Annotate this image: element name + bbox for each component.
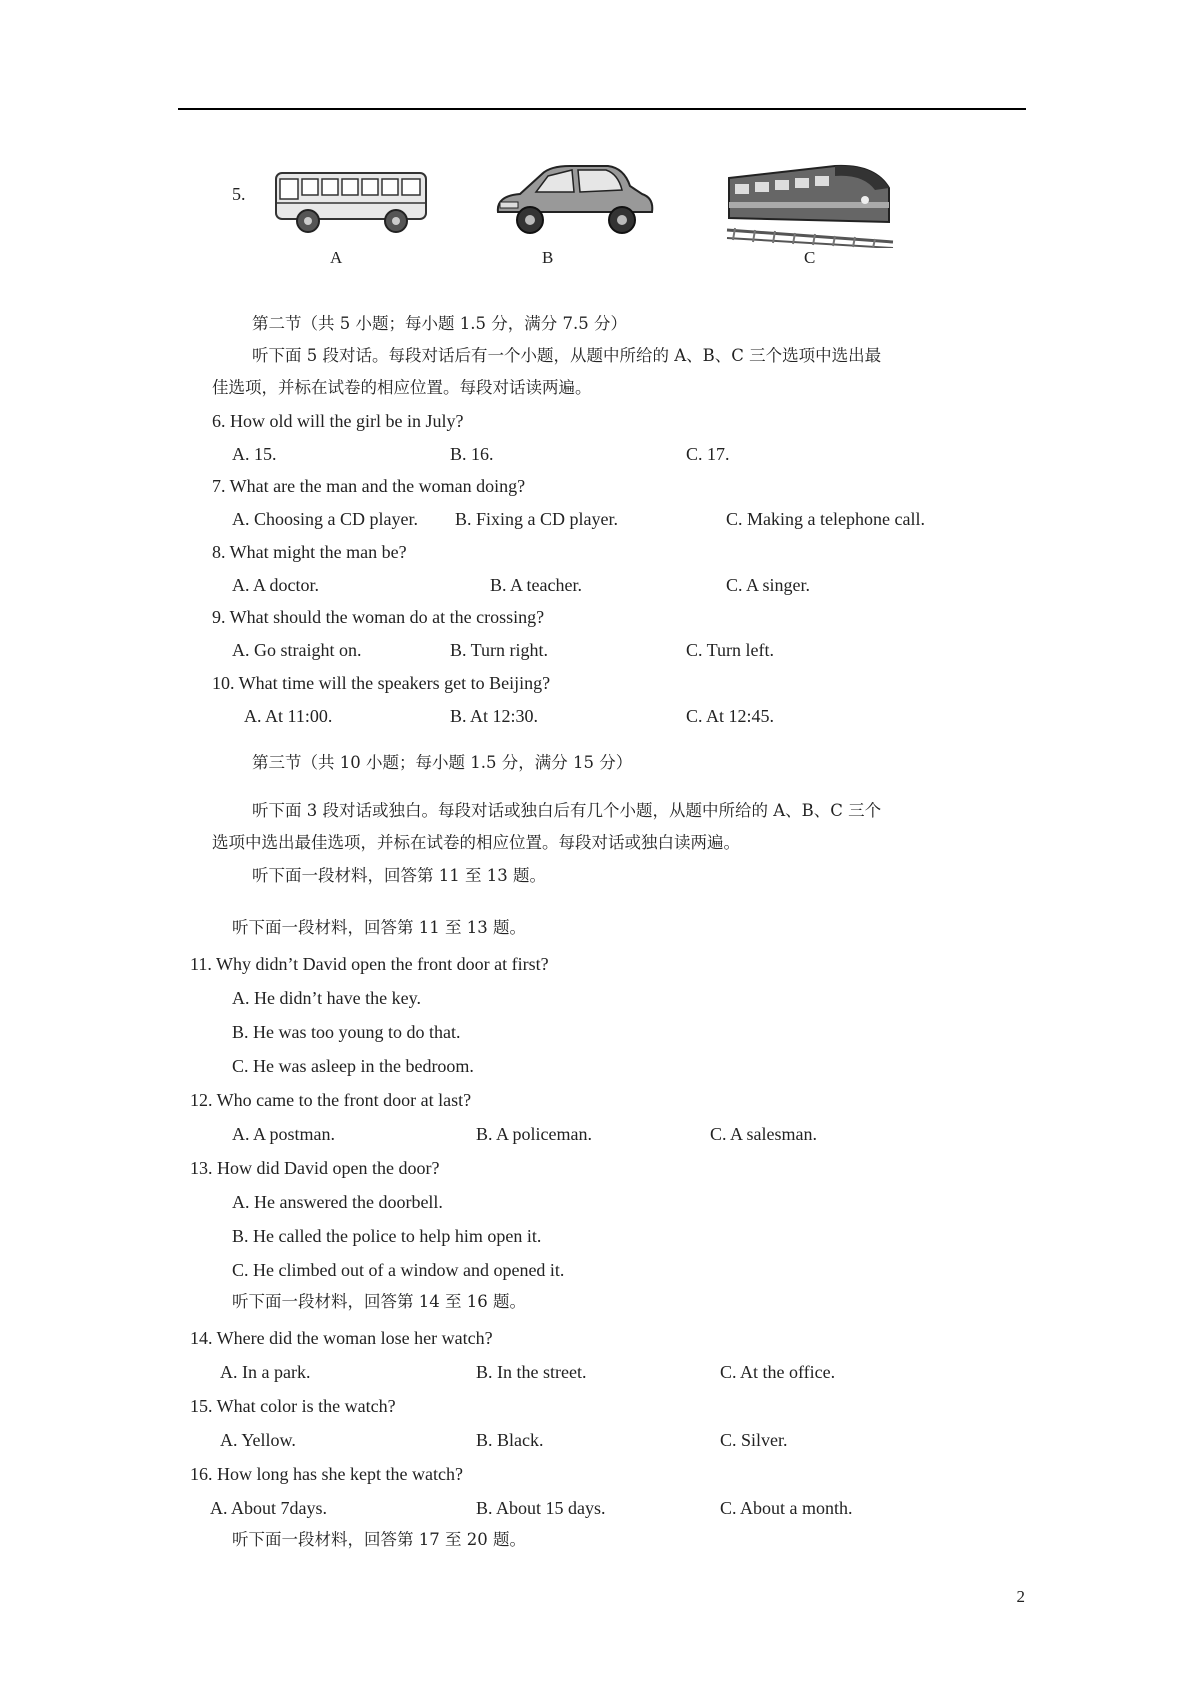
q15-option-b: B. Black. bbox=[476, 1430, 544, 1450]
section2-instruction-line2: 佳选项，并标在试卷的相应位置。每段对话读两遍。 bbox=[212, 378, 592, 397]
q10-question: 10. What time will the speakers get to Beijing? bbox=[212, 673, 551, 693]
q5-option-c-label: C bbox=[804, 248, 816, 267]
q12-option-b: B. A policeman. bbox=[476, 1124, 592, 1144]
section3-instruction-line4: 听下面一段材料，回答第 11 至 13 题。 bbox=[232, 918, 526, 937]
q14-option-a: A. In a park. bbox=[220, 1362, 311, 1382]
q16-question: 16. How long has she kept the watch? bbox=[190, 1464, 463, 1484]
q10-option-c: C. At 12:45. bbox=[686, 706, 775, 726]
section3-instruction-line3: 听下面一段材料，回答第 11 至 13 题。 bbox=[252, 866, 546, 885]
q12-question: 12. Who came to the front door at last? bbox=[190, 1090, 472, 1110]
bus-icon bbox=[272, 165, 432, 237]
q7-option-b: B. Fixing a CD player. bbox=[455, 509, 618, 529]
q16-option-a: A. About 7days. bbox=[210, 1498, 327, 1518]
q9-option-c: C. Turn left. bbox=[686, 640, 775, 660]
q14-question: 14. Where did the woman lose her watch? bbox=[190, 1328, 493, 1348]
q9-question: 9. What should the woman do at the crossing? bbox=[212, 607, 545, 627]
q16-option-b: B. About 15 days. bbox=[476, 1498, 606, 1518]
q5-number: 5. bbox=[232, 184, 246, 204]
q14-option-c: C. At the office. bbox=[720, 1362, 836, 1382]
q7-option-a: A. Choosing a CD player. bbox=[232, 509, 418, 529]
q11-question: 11. Why didn’t David open the front door at first? bbox=[190, 954, 549, 974]
q9-option-a: A. Go straight on. bbox=[232, 640, 362, 660]
q13-option-b: B. He called the police to help him open it. bbox=[232, 1226, 542, 1246]
q9-option-b: B. Turn right. bbox=[450, 640, 549, 660]
q13-option-c: C. He climbed out of a window and opened it. bbox=[232, 1260, 565, 1280]
section2-instruction-line1: 听下面 5 段对话。每段对话后有一个小题，从题中所给的 A、B、C 三个选项中选出最 bbox=[252, 346, 882, 365]
instruction-q14-16: 听下面一段材料，回答第 14 至 16 题。 bbox=[232, 1292, 526, 1311]
q16-option-c: C. About a month. bbox=[720, 1498, 853, 1518]
q6-question: 6. How old will the girl be in July? bbox=[212, 411, 464, 431]
q10-option-b: B. At 12:30. bbox=[450, 706, 539, 726]
q8-option-a: A. A doctor. bbox=[232, 575, 320, 595]
q11-option-a: A. He didn’t have the key. bbox=[232, 988, 421, 1008]
header-rule bbox=[178, 108, 1026, 110]
q13-question: 13. How did David open the door? bbox=[190, 1158, 440, 1178]
q11-option-c: C. He was asleep in the bedroom. bbox=[232, 1056, 474, 1076]
car-icon bbox=[490, 160, 660, 240]
q8-question: 8. What might the man be? bbox=[212, 542, 407, 562]
q5-option-b-label: B bbox=[542, 248, 554, 267]
page-number: 2 bbox=[1016, 1587, 1025, 1606]
q12-option-a: A. A postman. bbox=[232, 1124, 336, 1144]
q7-option-c: C. Making a telephone call. bbox=[726, 509, 925, 529]
section3-instruction-line2: 选项中选出最佳选项，并标在试卷的相应位置。每段对话或独白读两遍。 bbox=[212, 833, 740, 852]
q15-question: 15. What color is the watch? bbox=[190, 1396, 396, 1416]
instruction-q17-20: 听下面一段材料，回答第 17 至 20 题。 bbox=[232, 1530, 526, 1549]
q14-option-b: B. In the street. bbox=[476, 1362, 587, 1382]
q8-option-c: C. A singer. bbox=[726, 575, 811, 595]
section3-instruction-line1: 听下面 3 段对话或独白。每段对话或独白后有几个小题，从题中所给的 A、B、C 三个 bbox=[252, 801, 882, 820]
q15-option-c: C. Silver. bbox=[720, 1430, 788, 1450]
section3-heading: 第三节（共 10 小题；每小题 1.5 分，满分 15 分） bbox=[252, 753, 633, 772]
q11-option-b: B. He was too young to do that. bbox=[232, 1022, 461, 1042]
q10-option-a: A. At 11:00. bbox=[244, 706, 333, 726]
q8-option-b: B. A teacher. bbox=[490, 575, 582, 595]
q15-option-a: A. Yellow. bbox=[220, 1430, 296, 1450]
q13-option-a: A. He answered the doorbell. bbox=[232, 1192, 443, 1212]
q7-question: 7. What are the man and the woman doing? bbox=[212, 476, 526, 496]
q6-option-c: C. 17. bbox=[686, 444, 730, 464]
section2-heading: 第二节（共 5 小题；每小题 1.5 分，满分 7.5 分） bbox=[252, 314, 627, 333]
train-icon bbox=[725, 158, 895, 248]
q6-option-a: A. 15. bbox=[232, 444, 277, 464]
q12-option-c: C. A salesman. bbox=[710, 1124, 817, 1144]
q6-option-b: B. 16. bbox=[450, 444, 494, 464]
q5-option-a-label: A bbox=[330, 248, 343, 267]
